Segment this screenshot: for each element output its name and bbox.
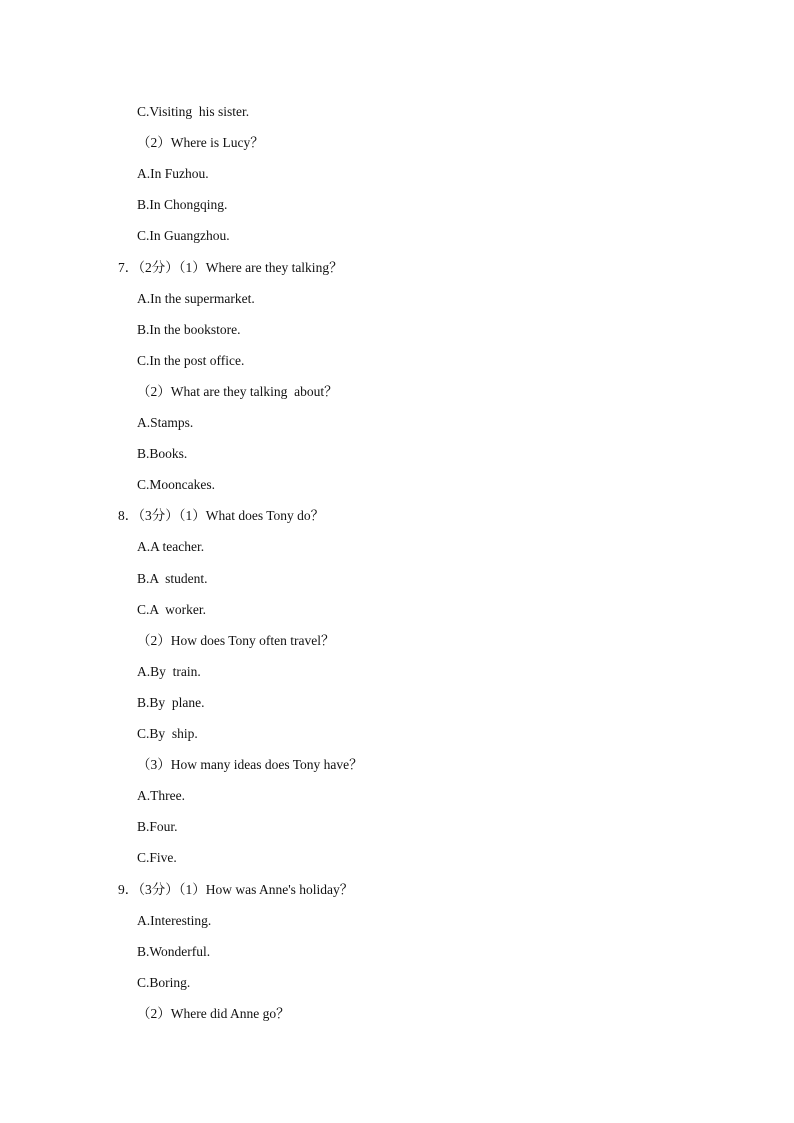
- answer-option: B.Four.: [137, 819, 178, 834]
- sub-question: （2）How does Tony often travel？: [137, 633, 335, 648]
- sub-question: （2）Where did Anne go？: [137, 1006, 290, 1021]
- answer-option: A.In Fuzhou.: [137, 166, 209, 181]
- answer-option: C.Boring.: [137, 975, 191, 990]
- answer-option: B.Wonderful.: [137, 944, 211, 959]
- answer-option: C.Mooncakes.: [137, 477, 215, 492]
- answer-option: A.Three.: [137, 788, 185, 803]
- question-heading: 7．（2分）（1）Where are they talking？: [118, 260, 343, 275]
- question-heading: 9．（3分）（1）How was Anne's holiday？: [118, 882, 354, 897]
- answer-option: C.Five.: [137, 850, 177, 865]
- answer-option: C.In the post office.: [137, 353, 245, 368]
- answer-option: C.A worker.: [137, 602, 206, 617]
- sub-question: （2）What are they talking about？: [137, 384, 338, 399]
- answer-option: B.A student.: [137, 571, 208, 586]
- sub-question: （2）Where is Lucy？: [137, 135, 264, 150]
- answer-option: A.By train.: [137, 664, 201, 679]
- answer-option: B.In Chongqing.: [137, 197, 228, 212]
- answer-option: C.Visiting his sister.: [137, 104, 250, 119]
- question-heading: 8．（3分）（1）What does Tony do？: [118, 508, 325, 523]
- sub-question: （3）How many ideas does Tony have？: [137, 757, 363, 772]
- answer-option: B.By plane.: [137, 695, 205, 710]
- answer-option: B.In the bookstore.: [137, 322, 241, 337]
- answer-option: B.Books.: [137, 446, 188, 461]
- answer-option: C.By ship.: [137, 726, 198, 741]
- answer-option: A.Stamps.: [137, 415, 194, 430]
- answer-option: A.A teacher.: [137, 539, 205, 554]
- answer-option: C.In Guangzhou.: [137, 228, 230, 243]
- answer-option: A.In the supermarket.: [137, 291, 255, 306]
- answer-option: A.Interesting.: [137, 913, 212, 928]
